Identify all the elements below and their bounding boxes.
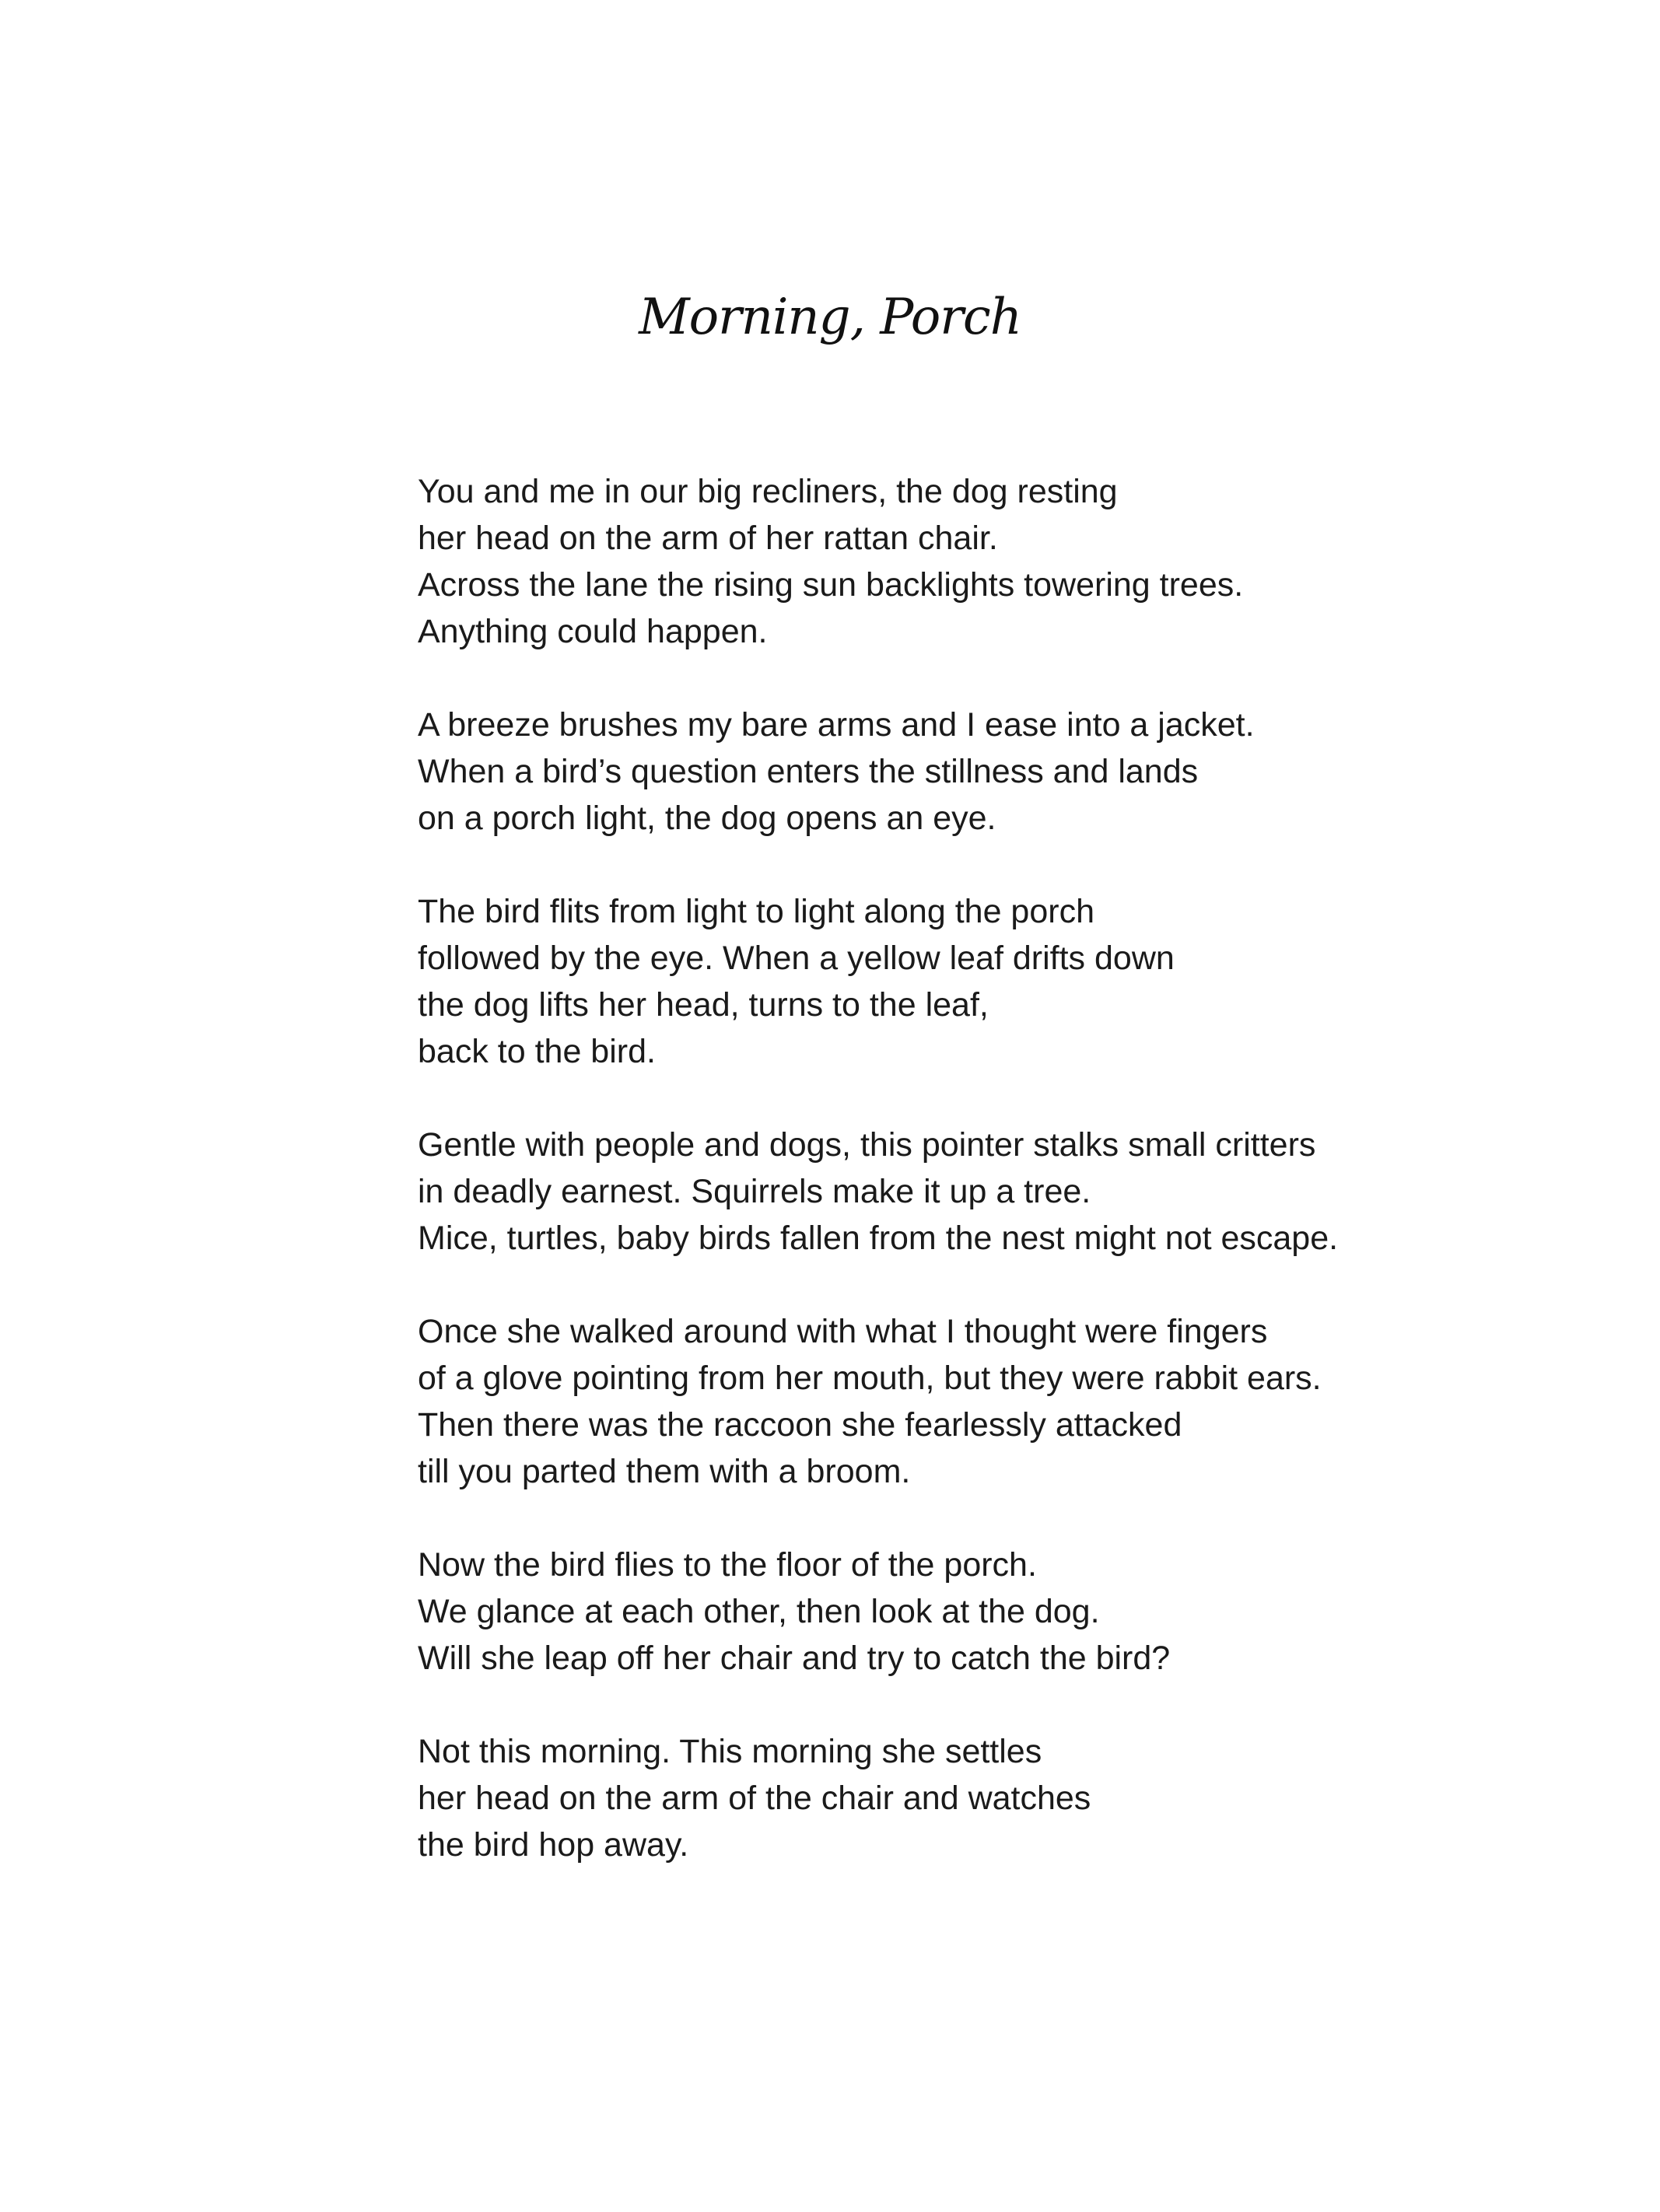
poem-line: Once she walked around with what I thought were fingers xyxy=(418,1313,1268,1350)
poem-line: the bird hop away. xyxy=(418,1826,689,1864)
poem-line: of a glove pointing from her mouth, but they were rabbit ears. xyxy=(418,1360,1322,1397)
poem-line: You and me in our big recliners, the dog resting xyxy=(418,473,1118,510)
poem-line: Then there was the raccoon she fearlessly attacked xyxy=(418,1406,1182,1444)
poem-line: When a bird’s question enters the stillness and lands xyxy=(418,753,1199,790)
stanza-5 xyxy=(418,1308,1631,1495)
poem-line: followed by the eye. When a yellow leaf drifts down xyxy=(418,940,1175,977)
poem-line: her head on the arm of her rattan chair. xyxy=(418,520,998,557)
stanza-2 xyxy=(418,702,1631,842)
poem-line: back to the bird. xyxy=(418,1033,656,1070)
stanza-6 xyxy=(418,1542,1631,1682)
stanza-7 xyxy=(418,1728,1631,1868)
poem-line: Anything could happen. xyxy=(418,613,768,650)
poem-line: We glance at each other, then look at the dog. xyxy=(418,1593,1100,1630)
stanza-4 xyxy=(418,1122,1631,1262)
poem-line: Across the lane the rising sun backlights towering trees. xyxy=(418,566,1244,604)
stanza-3 xyxy=(418,888,1631,1075)
poem-line: on a porch light, the dog opens an eye. xyxy=(418,800,996,837)
poem-body xyxy=(418,468,1631,1868)
poem-line: till you parted them with a broom. xyxy=(418,1453,911,1490)
poem-line: Now the bird flies to the floor of the porch. xyxy=(418,1546,1037,1584)
poem-line: in deadly earnest. Squirrels make it up a tree. xyxy=(418,1173,1091,1210)
poem-line: Will she leap off her chair and try to catch the bird? xyxy=(418,1640,1171,1677)
stanza-1 xyxy=(418,468,1631,655)
poem-title: Morning, Porch xyxy=(639,289,1021,346)
poem-line: A breeze brushes my bare arms and I ease into a jacket. xyxy=(418,706,1255,744)
poem-line: Gentle with people and dogs, this pointer stalks small critters xyxy=(418,1126,1316,1164)
poem-line: Mice, turtles, baby birds fallen from the nest might not escape. xyxy=(418,1220,1339,1257)
poem-line: The bird flits from light to light along the porch xyxy=(418,893,1094,930)
poem-line: her head on the arm of the chair and watches xyxy=(418,1780,1091,1817)
poem-line: the dog lifts her head, turns to the leaf, xyxy=(418,986,989,1024)
poem-line: Not this morning. This morning she settles xyxy=(418,1733,1042,1770)
